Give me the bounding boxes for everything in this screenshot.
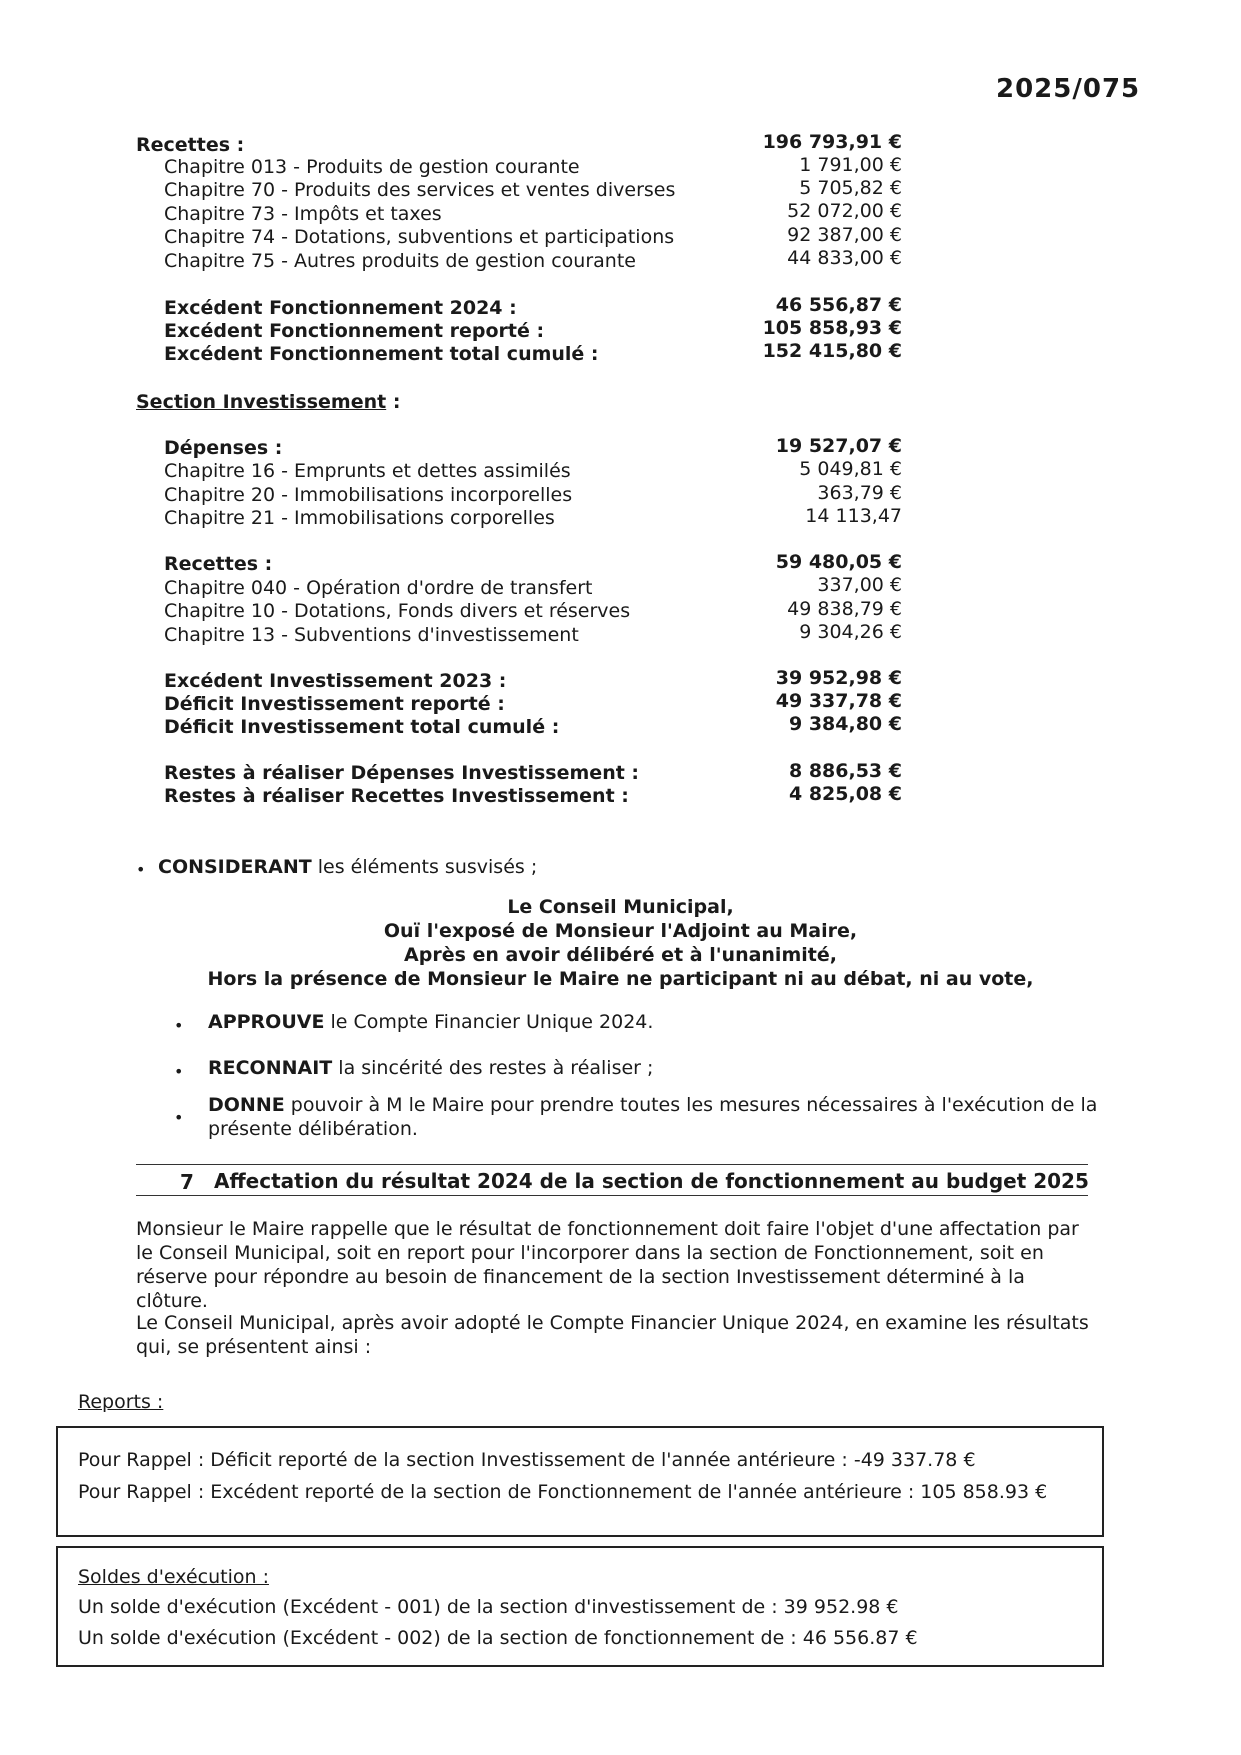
invest-resultat-value: 39 952,98 € (775, 667, 902, 689)
excedent-fonct-label: Excédent Fonctionnement total cumulé : (164, 343, 599, 365)
conseil-line: Après en avoir délibéré et à l'unanimité, (404, 944, 837, 966)
fonct-recettes-total: 196 793,91 € (762, 131, 902, 153)
invest-resultat-value: 9 384,80 € (789, 713, 902, 735)
invest-depense-value: 14 113,47 (805, 505, 902, 527)
soldes-title: Soldes d'exécution : (78, 1566, 269, 1588)
conseil-line: Hors la présence de Monsieur le Maire ne participant ni au débat, ni au vote, (207, 968, 1034, 990)
fonct-recette-value: 92 387,00 € (787, 224, 902, 246)
bullet-icon: • (174, 1016, 184, 1035)
decision-keyword: APPROUVE (208, 1011, 325, 1033)
fonct-recette-label: Chapitre 73 - Impôts et taxes (164, 203, 442, 225)
invest-depense-label: Chapitre 20 - Immobilisations incorporelles (164, 484, 573, 506)
invest-recette-value: 9 304,26 € (799, 621, 902, 643)
section7-bottom-rule (136, 1195, 1088, 1196)
conseil-line: Le Conseil Municipal, (507, 896, 734, 918)
fonct-recette-label: Chapitre 70 - Produits des services et ventes diverses (164, 179, 676, 201)
considerant-text: les éléments susvisés ; (311, 856, 538, 878)
decision-item (208, 1093, 1133, 1141)
section7-paragraph: Le Conseil Municipal, après avoir adopté le Compte Financier Unique 2024, en examine les résultats qui, se présentent ainsi : (136, 1312, 1089, 1358)
section7-paragraph: Monsieur le Maire rappelle que le résultat de fonctionnement doit faire l'objet d'une affectation par le Conseil Municipal, soit en report pour l'incorporer dans la section de Fonctionnement, soit en réserve pour répondre au besoin de financement de la section Investissement déterminé à la clôture. (136, 1218, 1079, 1312)
page-reference: 2025/075 (996, 74, 1141, 104)
invest-resultat-value: 49 337,78 € (775, 690, 902, 712)
decision-keyword: DONNE (208, 1094, 285, 1116)
invest-recette-label: Chapitre 040 - Opération d'ordre de transfert (164, 577, 593, 599)
reports-line: Pour Rappel : Excédent reporté de la section de Fonctionnement de l'année antérieure : 105 858.93 € (78, 1481, 1048, 1503)
bullet-icon: • (174, 1062, 184, 1081)
decision-text: le Compte Financier Unique 2024. (324, 1011, 654, 1033)
fonct-recette-label: Chapitre 013 - Produits de gestion courante (164, 156, 580, 178)
invest-resultat-label: Déficit Investissement reporté : (164, 693, 505, 715)
fonct-recette-value: 1 791,00 € (799, 154, 902, 176)
invest-depense-value: 363,79 € (817, 482, 902, 504)
restes-value: 4 825,08 € (789, 783, 902, 805)
invest-recette-value: 49 838,79 € (787, 598, 902, 620)
section-investissement-title: Section Investissement (136, 391, 387, 413)
invest-resultat-label: Déficit Investissement total cumulé : (164, 716, 560, 738)
section-investissement-suffix: : (386, 391, 401, 413)
restes-label: Restes à réaliser Recettes Investissement : (164, 785, 629, 807)
excedent-fonct-value: 105 858,93 € (762, 317, 902, 339)
invest-depense-label: Chapitre 16 - Emprunts et dettes assimilés (164, 460, 571, 482)
section7-title: Affectation du résultat 2024 de la section de fonctionnement au budget 2025 (214, 1169, 1089, 1193)
bullet-icon: • (136, 860, 146, 879)
invest-recette-value: 337,00 € (817, 574, 902, 596)
considerant-line (158, 856, 537, 878)
soldes-line: Un solde d'exécution (Excédent - 002) de la section de fonctionnement de : 46 556.87 € (78, 1627, 918, 1649)
fonct-recettes-title: Recettes : (136, 134, 245, 156)
restes-label: Restes à réaliser Dépenses Investissement : (164, 762, 640, 784)
excedent-fonct-value: 152 415,80 € (762, 340, 902, 362)
decision-text: la sincérité des restes à réaliser ; (332, 1057, 654, 1079)
fonct-recette-label: Chapitre 75 - Autres produits de gestion courante (164, 250, 636, 272)
fonct-recette-value: 52 072,00 € (787, 200, 902, 222)
excedent-fonct-value: 46 556,87 € (775, 294, 902, 316)
restes-value: 8 886,53 € (789, 760, 902, 782)
reports-line: Pour Rappel : Déficit reporté de la section Investissement de l'année antérieure : -49 337.78 € (78, 1449, 976, 1471)
invest-resultat-label: Excédent Investissement 2023 : (164, 670, 507, 692)
invest-recettes-total: 59 480,05 € (775, 551, 902, 573)
invest-depenses-title: Dépenses : (164, 437, 283, 459)
invest-recette-label: Chapitre 10 - Dotations, Fonds divers et réserves (164, 600, 631, 622)
section7-top-rule (136, 1164, 1088, 1165)
invest-depense-label: Chapitre 21 - Immobilisations corporelles (164, 507, 555, 529)
decision-item (208, 1011, 653, 1033)
soldes-line: Un solde d'exécution (Excédent - 001) de la section d'investissement de : 39 952.98 € (78, 1596, 899, 1618)
section-investissement-heading (136, 391, 400, 413)
decision-text: pouvoir à M le Maire pour prendre toutes les mesures nécessaires à l'exécution de la présente délibération. (208, 1094, 1098, 1140)
fonct-recette-value: 5 705,82 € (799, 177, 902, 199)
excedent-fonct-label: Excédent Fonctionnement reporté : (164, 320, 545, 342)
decision-keyword: RECONNAIT (208, 1057, 333, 1079)
invest-depenses-total: 19 527,07 € (775, 435, 902, 457)
considerant-keyword: CONSIDERANT (158, 856, 312, 878)
fonct-recette-label: Chapitre 74 - Dotations, subventions et participations (164, 226, 675, 248)
invest-depense-value: 5 049,81 € (799, 458, 902, 480)
reports-title: Reports : (78, 1391, 164, 1413)
conseil-line: Ouï l'exposé de Monsieur l'Adjoint au Maire, (383, 920, 858, 942)
bullet-icon: • (174, 1108, 184, 1127)
section7-number: 7 (180, 1170, 194, 1194)
invest-recette-label: Chapitre 13 - Subventions d'investissement (164, 624, 579, 646)
excedent-fonct-label: Excédent Fonctionnement 2024 : (164, 297, 517, 319)
invest-recettes-title: Recettes : (164, 553, 273, 575)
decision-item (208, 1057, 653, 1079)
fonct-recette-value: 44 833,00 € (787, 247, 902, 269)
